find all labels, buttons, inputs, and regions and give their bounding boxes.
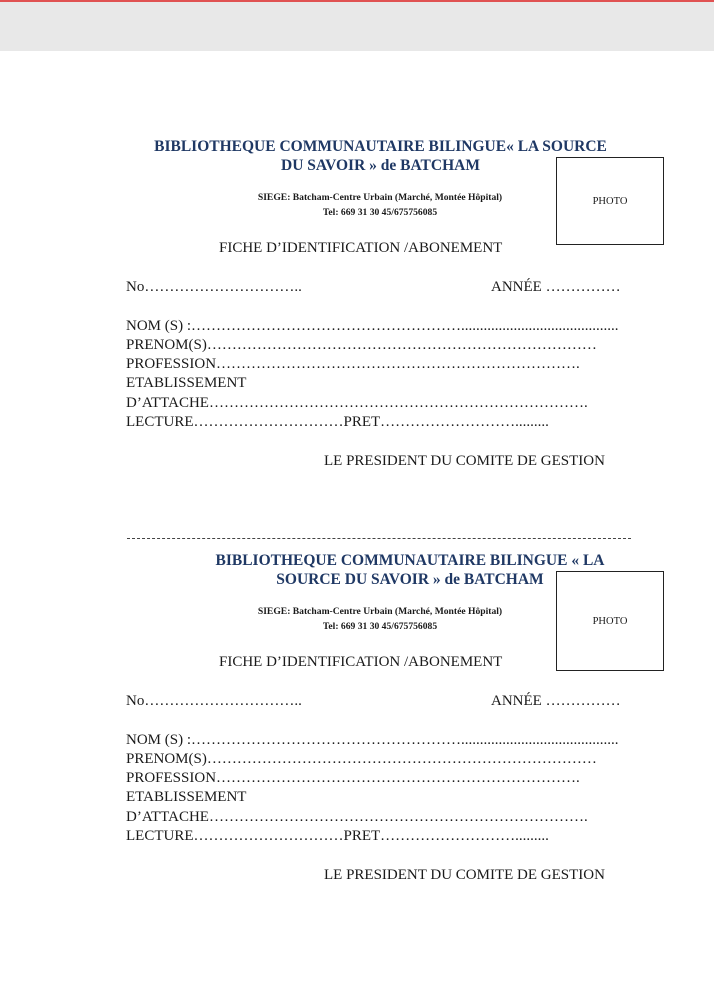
firstname-field[interactable]: PRENOM(S)…………………………………………………………………… <box>126 337 597 353</box>
title-line-2: DU SAVOIR » de BATCHAM <box>281 157 480 174</box>
viewer-toolbar <box>0 0 714 51</box>
form-heading: FICHE D’IDENTIFICATION /ABONEMENT <box>219 240 503 256</box>
reading-loan-field[interactable]: LECTURE…………………………PRET………………………......... <box>126 414 549 430</box>
reading-loan-field[interactable]: LECTURE…………………………PRET………………………......... <box>126 828 549 844</box>
photo-box <box>556 571 664 671</box>
number-field[interactable]: No………………………….. <box>126 279 302 295</box>
establishment-label: ETABLISSEMENT <box>126 789 247 805</box>
document-page <box>0 51 714 981</box>
establishment-field[interactable]: D’ATTACHE…………………………………………………………………. <box>126 395 588 411</box>
siege-phone: Tel: 669 31 30 45/675756085 <box>322 207 438 218</box>
photo-label: PHOTO <box>592 615 628 627</box>
firstname-field[interactable]: PRENOM(S)…………………………………………………………………… <box>126 751 597 767</box>
headquarters-info <box>200 604 560 634</box>
name-field[interactable]: NOM (S) :……………………………………………….......................................... <box>126 318 619 334</box>
identification-form-1 <box>0 51 714 471</box>
siege-phone: Tel: 669 31 30 45/675756085 <box>322 621 438 632</box>
title-line-1: BIBLIOTHEQUE COMMUNAUTAIRE BILINGUE« LA SOURCE <box>154 138 607 155</box>
establishment-label: ETABLISSEMENT <box>126 375 247 391</box>
headquarters-info <box>200 190 560 220</box>
identification-form-2 <box>0 465 714 885</box>
year-field[interactable]: ANNÉE …………… <box>491 693 621 709</box>
photo-label: PHOTO <box>592 195 628 207</box>
profession-field[interactable]: PROFESSION………………………………………………………………. <box>126 356 580 372</box>
siege-address: SIEGE: Batcham-Centre Urbain (Marché, Montée Hôpital) <box>257 192 503 203</box>
number-field[interactable]: No………………………….. <box>126 693 302 709</box>
title-line-2: SOURCE DU SAVOIR » de BATCHAM <box>276 571 544 588</box>
title-line-1: BIBLIOTHEQUE COMMUNAUTAIRE BILINGUE « LA <box>215 552 605 569</box>
establishment-field[interactable]: D’ATTACHE…………………………………………………………………. <box>126 809 588 825</box>
form-heading: FICHE D’IDENTIFICATION /ABONEMENT <box>219 654 503 670</box>
president-signature-label: LE PRESIDENT DU COMITE DE GESTION <box>324 867 605 883</box>
siege-address: SIEGE: Batcham-Centre Urbain (Marché, Montée Hôpital) <box>257 606 503 617</box>
profession-field[interactable]: PROFESSION………………………………………………………………. <box>126 770 580 786</box>
year-field[interactable]: ANNÉE …………… <box>491 279 621 295</box>
president-signature-label: LE PRESIDENT DU COMITE DE GESTION <box>324 453 605 469</box>
photo-box <box>556 157 664 245</box>
name-field[interactable]: NOM (S) :……………………………………………….......................................... <box>126 732 619 748</box>
